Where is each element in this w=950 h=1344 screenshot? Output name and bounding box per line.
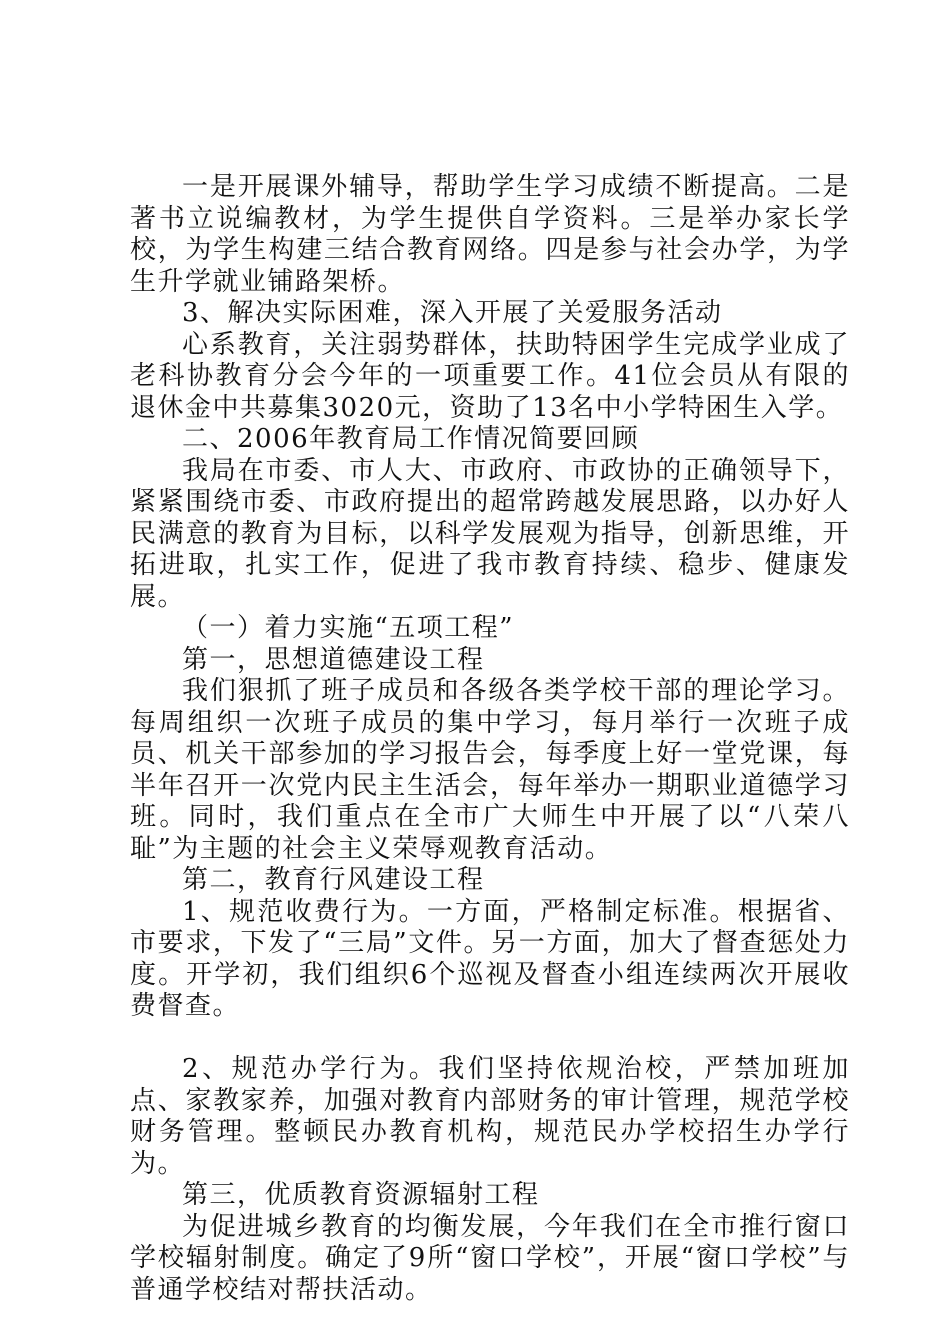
section-heading-moral-construction: 第一，思想道德建设工程 xyxy=(182,644,485,675)
document-body xyxy=(130,172,850,1306)
section-heading-five-projects: （一）着力实施“五项工程” xyxy=(182,613,515,643)
paragraph-gap xyxy=(130,1023,850,1055)
paragraph-school-regulation: 2、规范办学行为。我们坚持依规治校，严禁加班加点、家教家养，加强对教育内部财务的审计管理，规范学校财务管理。整顿民办教育机构，规范民办学校招生办学行为。 xyxy=(130,1054,850,1179)
paragraph-care-service: 心系教育，关注弱势群体，扶助特困学生完成学业成了老科协教育分会今年的一项重要工作。41位会员从有限的退休金中共募集3020元，资助了13名中小学特困生入学。 xyxy=(130,329,850,423)
section-heading-care-service: 3、解决实际困难，深入开展了关爱服务活动 xyxy=(182,298,723,328)
section-heading-conduct-construction: 第二，教育行风建设工程 xyxy=(182,865,485,895)
section-heading-2006-review: 二、2006年教育局工作情况简要回顾 xyxy=(182,424,640,454)
section-heading-quality-resources: 第三，优质教育资源辐射工程 xyxy=(182,1180,540,1210)
paragraph-quality-resources: 为促进城乡教育的均衡发展，今年我们在全市推行窗口学校辐射制度。确定了9所“窗口学校”，开展“窗口学校”与普通学校结对帮扶活动。 xyxy=(130,1211,850,1305)
paragraph-moral-construction: 我们狠抓了班子成员和各级各类学校干部的理论学习。每周组织一次班子成员的集中学习，每月举行一次班子成员、机关干部参加的学习报告会，每季度上好一堂党课，每半年召开一次党内民主生活会，每年举办一期职业道德学习班。同时，我们重点在全市广大师生中开展了以“八荣八耻”为主题的社会主义荣辱观教育活动。 xyxy=(130,676,850,864)
paragraph-fee-regulation: 1、规范收费行为。一方面，严格制定标准。根据省、市要求，下发了“三局”文件。另一方面，加大了督查惩处力度。开学初，我们组织6个巡视及督查小组连续两次开展收费督查。 xyxy=(130,896,850,1021)
paragraph-review-summary: 我局在市委、市人大、市政府、市政协的正确领导下，紧紧围绕市委、市政府提出的超常跨越发展思路，以办好人民满意的教育为目标，以科学发展观为指导，创新思维，开拓进取，扎实工作，促进了我市教育持续、稳步、健康发展。 xyxy=(130,455,850,612)
paragraph-extracurricular: 一是开展课外辅导，帮助学生学习成绩不断提高。二是著书立说编教材，为学生提供自学资料。三是举办家长学校，为学生构建三结合教育网络。四是参与社会办学，为学生升学就业铺路架桥。 xyxy=(130,172,850,297)
